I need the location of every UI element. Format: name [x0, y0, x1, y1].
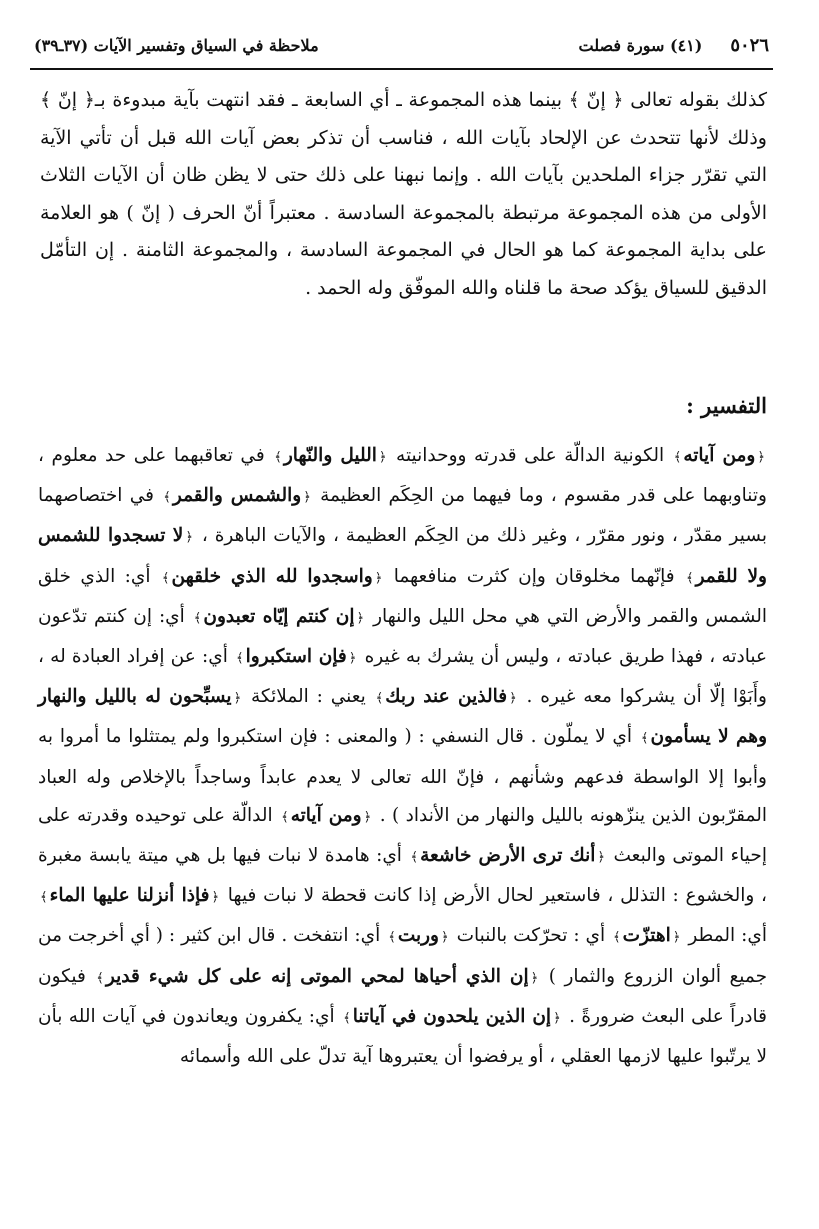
- intro-paragraph: كذلك بقوله تعالى ﴿ إنّ ﴾ بينما هذه المجموعة ـ أي السابعة ـ فقد انتهت بآية مبدوءة بـ﴿ إنّ ﴾ وذلك لأنها تتحدث عن الإلحاد بآيات الله ، فناسب أن تذكر بعض آيات الله قبل أن تأتي الآية التي تقرّر جزاء الملحدين بآيات الله . وإنما نبهنا على ذلك حتى لا يظن ظان أن الآيات الثلاث الأولى من هذه المجموعة مرتبطة بالمجموعة السادسة . معتبراً أنّ الحرف ( إنّ ) هو العلامة على بداية المجموعة كما هو الحال في المجموعة السادسة ، والمجموعة الثامنة . إن التأمّل الدقيق للسياق يؤكد صحة ما قلناه والله الموفّق وله الحمد .: [40, 89, 767, 299]
- quran-quote-text: ومن آياته: [683, 445, 756, 466]
- ornate-bracket-icon: ﴿: [185, 530, 193, 546]
- commentary-text: فإنّهما مخلوقان وإن كثرت منافعهما: [393, 565, 675, 587]
- section-heading: التفسير :: [686, 393, 767, 418]
- quran-quote-text: الليل والنّهار: [283, 445, 377, 466]
- quran-quote: [94, 966, 540, 987]
- commentary-text: أي: يكفرون ويعاندون في آيات الله بأن لا يرتّبوا عليها لازمها العقلي ، أو يرفضوا أن يعتبروها آية تدلّ على الله وأسمائه: [38, 1005, 767, 1068]
- ornate-bracket-icon: ﴿: [509, 691, 517, 707]
- ornate-bracket-icon: ﴾: [96, 970, 104, 986]
- commentary-text: أي: المطر: [688, 925, 767, 947]
- ornate-bracket-icon: ﴿: [233, 691, 242, 707]
- ornate-bracket-icon: ﴿: [441, 930, 449, 946]
- quran-quote: [341, 1006, 563, 1027]
- ornate-bracket-icon: ﴿: [363, 809, 372, 825]
- commentary-text: أي لا يملّون . قال النسفي : ( والمعنى : فإن استكبروا ولم يمتثلوا ما أمروا به وأبوا إلا الواسطة فدعهم وشأنهم ، فإنّ الله تعالى لا يعدم عابداً وساجداً بالإخلاص وله العباد المقرّبون الذين ينزّهونه بالليل والنهار من الأنداد ) .: [38, 726, 767, 826]
- page-number: ٥٠٢٦: [730, 34, 769, 56]
- ornate-bracket-icon: ﴿: [757, 450, 765, 465]
- ornate-bracket-icon: ﴾: [673, 450, 682, 465]
- quran-quote-text: يسبِّحون له بالليل والنهار وهم لا يسأمون: [38, 686, 768, 748]
- quran-quote-text: إن الذين يلحدون في آياتنا: [352, 1005, 552, 1027]
- quran-quote: [672, 445, 767, 466]
- ornate-bracket-icon: ﴾: [613, 930, 621, 946]
- commentary-text: أي: انتفخت . قال ابن كثير : ( أي أخرجت من جميع ألوان الزروع والثمار ): [38, 925, 768, 987]
- commentary-text: في اختصاصهما بسير مقدّر ، ونور مقرّر ، وغير ذلك من الحِكَم العظيمة ، والآيات الباهرة ،: [38, 485, 768, 547]
- quran-quote-text: إن كنتم إيّاه تعبدون: [203, 605, 355, 627]
- quran-quote: [234, 646, 358, 667]
- quran-quote: [279, 805, 373, 826]
- ornate-bracket-icon: ﴾: [388, 930, 396, 946]
- intro-paragraph-block: [40, 82, 767, 307]
- running-title: ملاحظة في السياق وتفسير الآيات (٣٧ـ٣٩): [34, 35, 319, 55]
- ornate-bracket-icon: ﴾: [163, 490, 171, 506]
- ornate-bracket-icon: ﴾: [161, 570, 170, 586]
- ornate-bracket-icon: ﴾: [281, 809, 289, 825]
- quran-quote-text: فالذين عند ربك: [385, 686, 508, 708]
- quran-quote: [374, 686, 519, 707]
- ornate-bracket-icon: ﴿: [211, 890, 220, 906]
- quran-quote-text: وربت: [397, 925, 439, 947]
- ornate-bracket-icon: ﴾: [236, 651, 244, 667]
- quran-quote-text: فإذا أنزلنا عليها الماء: [49, 885, 210, 907]
- ornate-bracket-icon: ﴾: [193, 610, 202, 626]
- ornate-bracket-icon: ﴾: [274, 450, 282, 465]
- ornate-bracket-icon: ﴾: [410, 850, 419, 866]
- quran-quote-text: فإن استكبروا: [245, 646, 347, 668]
- ornate-bracket-icon: ﴿: [303, 490, 311, 506]
- quran-quote-text: ومن آياته: [290, 804, 362, 826]
- surah-label: (٤١) سورة فصلت: [578, 35, 703, 55]
- quran-quote: [161, 485, 313, 506]
- tafsir-block: [38, 437, 767, 1076]
- running-head-right: [579, 35, 769, 56]
- quran-quote-text: لا تسجدوا للشمس ولا للقمر: [38, 525, 767, 587]
- quran-quote: [160, 566, 384, 587]
- header-divider: [30, 68, 773, 70]
- quran-quote: [192, 606, 366, 627]
- commentary-text: أي: هامدة لا نبات فيها بل هي ميتة يابسة مغبرة ، والخشوع : التذلل ، فاستعير لحال الأرض إذا كانت قحطة لا نبات فيها: [38, 845, 767, 907]
- ornate-bracket-icon: ﴿: [530, 970, 539, 986]
- commentary-text: أي: الذي خلق الشمس والقمر والأرض التي هي محل الليل والنهار: [38, 565, 767, 627]
- quran-quote-text: واسجدوا لله الذي خلقهن: [171, 565, 373, 587]
- ornate-bracket-icon: ﴾: [640, 731, 649, 747]
- commentary-text: الكونية الدالّة على قدرته ووحدانيته: [396, 445, 665, 466]
- ornate-bracket-icon: ﴿: [356, 610, 365, 626]
- commentary-text: أي : تحرّكت بالنبات: [456, 925, 606, 947]
- quran-quote: [611, 925, 682, 946]
- quran-quote-text: اهتزّت: [622, 925, 671, 947]
- ornate-bracket-icon: ﴾: [685, 570, 694, 586]
- ornate-bracket-icon: ﴾: [375, 691, 384, 707]
- ornate-bracket-icon: ﴿: [348, 651, 357, 667]
- ornate-bracket-icon: ﴾: [343, 1010, 351, 1026]
- commentary-text: أي: إن كنتم تدّعون عبادته ، فهذا طريق عبادته ، وليس أن يشرك به غيره: [38, 605, 768, 668]
- commentary-text: فيكون قادراً على البعث ضرورةً .: [38, 965, 767, 1027]
- commentary-text: يعني : الملائكة: [251, 686, 366, 708]
- ornate-bracket-icon: ﴿: [672, 930, 681, 946]
- commentary-text: في تعاقبهما على حد معلوم ، وتناوبهما على قدر مقسوم ، وما فيهما من الحِكَم العظيمة: [38, 445, 767, 507]
- quran-quote-text: والشمس والقمر: [172, 485, 302, 507]
- quran-quote: [272, 445, 388, 466]
- quran-quote: [408, 845, 607, 866]
- running-head: [34, 30, 769, 60]
- commentary-text: أي: عن إفراد العبادة له ، وأَبَوْا إلّا أن يشركوا معه غيره .: [38, 646, 767, 708]
- commentary-text: الدالّة على توحيده وقدرته على إحياء الموتى والبعث: [38, 804, 767, 867]
- ornate-bracket-icon: ﴿: [378, 450, 387, 465]
- quran-quote: [38, 885, 221, 906]
- ornate-bracket-icon: ﴿: [597, 850, 605, 866]
- ornate-bracket-icon: ﴾: [40, 890, 48, 906]
- tafsir-paragraph: [38, 437, 767, 1076]
- quran-quote-text: أنك ترى الأرض خاشعة: [420, 845, 596, 867]
- quran-quote-text: إن الذي أحياها لمحي الموتى إنه على كل شيء قدير: [105, 965, 529, 987]
- quran-quote: [386, 925, 450, 946]
- ornate-bracket-icon: ﴿: [374, 570, 383, 586]
- ornate-bracket-icon: ﴿: [553, 1010, 561, 1026]
